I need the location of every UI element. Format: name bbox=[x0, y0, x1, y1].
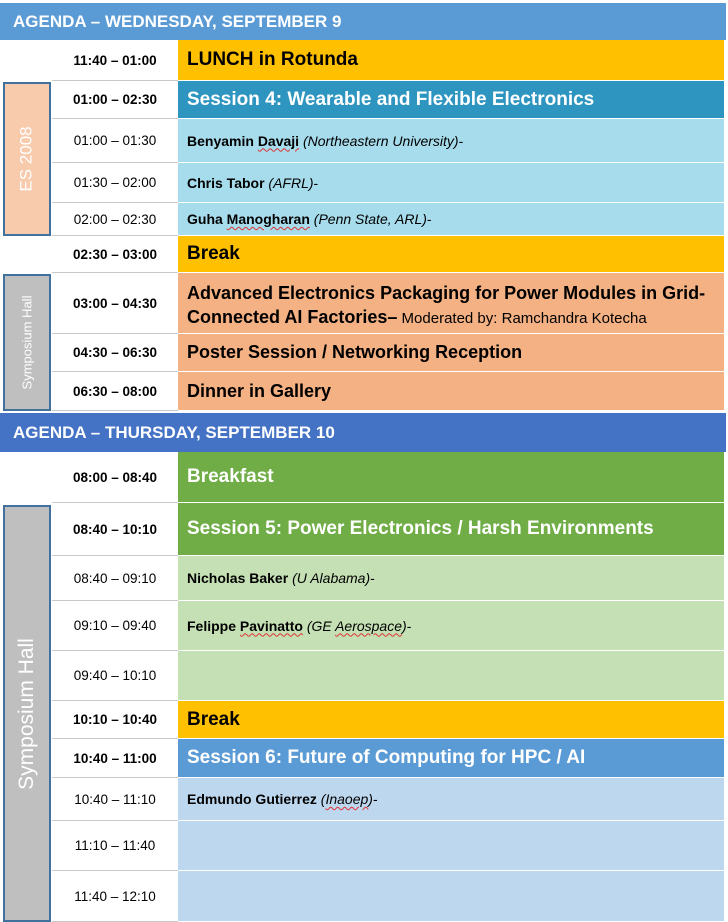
room-label-text: Symposium Hall bbox=[19, 295, 35, 390]
agenda-row bbox=[52, 236, 724, 273]
agenda-row bbox=[52, 334, 724, 372]
time-slot: 01:00 – 01:30 bbox=[52, 119, 178, 163]
agenda-row bbox=[52, 452, 724, 503]
speaker-affiliation: (GE Aerospace) bbox=[306, 617, 407, 634]
agenda-header-thursday: AGENDA – THURSDAY, SEPTEMBER 10 bbox=[0, 413, 726, 452]
agenda-row bbox=[52, 556, 724, 601]
agenda-row bbox=[52, 651, 724, 701]
room-label-symposium-hall bbox=[3, 505, 51, 922]
lunch-title: LUNCH in Rotunda bbox=[178, 40, 724, 81]
poster-session-title: Poster Session / Networking Reception bbox=[178, 334, 724, 372]
speaker-name-part: Davaji bbox=[257, 132, 300, 149]
room-label-text: ES 2008 bbox=[17, 126, 37, 192]
speaker-name: Benyamin Davaji bbox=[187, 132, 300, 149]
time-slot: 03:00 – 04:30 bbox=[52, 273, 178, 334]
dinner-title: Dinner in Gallery bbox=[178, 372, 724, 411]
moderator-text: Moderated by: Ramchandra Kotecha bbox=[397, 310, 647, 327]
time-slot: 02:30 – 03:00 bbox=[52, 236, 178, 273]
agenda-row bbox=[52, 778, 724, 821]
agenda-row bbox=[52, 372, 724, 411]
speaker-name: Nicholas Baker bbox=[187, 570, 289, 586]
speaker-suffix: - bbox=[372, 791, 378, 807]
speaker-name: Guha Manogharan bbox=[187, 211, 310, 227]
agenda-row bbox=[52, 163, 724, 203]
time-slot: 10:40 – 11:10 bbox=[52, 778, 178, 821]
time-slot: 09:40 – 10:10 bbox=[52, 651, 178, 701]
empty-slot bbox=[178, 821, 724, 871]
agenda-row bbox=[52, 81, 724, 119]
time-slot: 01:30 – 02:00 bbox=[52, 163, 178, 203]
speaker-entry bbox=[178, 203, 724, 236]
time-slot: 08:40 – 10:10 bbox=[52, 503, 178, 556]
session-title bbox=[178, 273, 724, 334]
agenda-header-wednesday: AGENDA – WEDNESDAY, SEPTEMBER 9 bbox=[0, 3, 726, 40]
breakfast-title: Breakfast bbox=[178, 452, 724, 503]
speaker-name: Chris Tabor bbox=[187, 174, 265, 191]
speaker-affiliation: (Penn State, ARL) bbox=[313, 211, 427, 227]
speaker-entry bbox=[178, 163, 724, 203]
speaker-name-part: Manogharan bbox=[226, 211, 310, 227]
agenda-row bbox=[52, 739, 724, 778]
empty-slot bbox=[178, 651, 724, 701]
speaker-name: Felippe Pavinatto bbox=[187, 617, 303, 634]
session-title: Session 6: Future of Computing for HPC / AI bbox=[178, 739, 724, 778]
time-slot: 08:00 – 08:40 bbox=[52, 452, 178, 503]
time-slot: 11:40 – 01:00 bbox=[52, 40, 178, 81]
time-slot: 02:00 – 02:30 bbox=[52, 203, 178, 236]
time-slot: 11:40 – 12:10 bbox=[52, 871, 178, 922]
affiliation-part: Aerospace bbox=[335, 617, 403, 634]
agenda-row bbox=[52, 119, 724, 163]
speaker-affiliation: (Inaoep) bbox=[320, 791, 373, 807]
time-slot: 06:30 – 08:00 bbox=[52, 372, 178, 411]
speaker-suffix: - bbox=[426, 211, 432, 227]
agenda-row bbox=[52, 273, 724, 334]
speaker-suffix: - bbox=[458, 132, 464, 149]
time-slot: 04:30 – 06:30 bbox=[52, 334, 178, 372]
affiliation-part: Inaoep bbox=[325, 791, 369, 807]
speaker-affiliation: (AFRL) bbox=[268, 174, 314, 191]
speaker-affiliation: (U Alabama) bbox=[292, 570, 371, 586]
break-title: Break bbox=[178, 236, 724, 273]
room-label-es2008 bbox=[3, 82, 51, 236]
speaker-entry bbox=[178, 556, 724, 601]
break-title: Break bbox=[178, 701, 724, 739]
speaker-suffix: - bbox=[406, 617, 412, 634]
time-slot: 10:40 – 11:00 bbox=[52, 739, 178, 778]
speaker-suffix: - bbox=[370, 570, 375, 586]
speaker-entry bbox=[178, 778, 724, 821]
agenda-row bbox=[52, 203, 724, 236]
agenda-row bbox=[52, 40, 724, 81]
agenda-row bbox=[52, 821, 724, 871]
session-title-text: Advanced Electronics Packaging for Power Modules in Grid-Connected AI Factories– bbox=[187, 283, 706, 327]
time-slot: 10:10 – 10:40 bbox=[52, 701, 178, 739]
speaker-affiliation: (Northeastern University) bbox=[302, 132, 459, 149]
room-label-symposium-hall bbox=[3, 274, 51, 411]
agenda-row bbox=[52, 601, 724, 651]
time-slot: 09:10 – 09:40 bbox=[52, 601, 178, 651]
room-label-text: Symposium Hall bbox=[15, 637, 38, 790]
empty-slot bbox=[178, 871, 724, 922]
speaker-name-part: Pavinatto bbox=[239, 617, 303, 634]
speaker-suffix: - bbox=[313, 174, 319, 191]
agenda-row bbox=[52, 701, 724, 739]
time-slot: 01:00 – 02:30 bbox=[52, 81, 178, 119]
agenda-row bbox=[52, 503, 724, 556]
speaker-entry bbox=[178, 601, 724, 651]
session-title: Session 5: Power Electronics / Harsh Environments bbox=[178, 503, 724, 556]
speaker-entry bbox=[178, 119, 724, 163]
speaker-name: Edmundo Gutierrez bbox=[187, 791, 317, 807]
agenda-row bbox=[52, 871, 724, 922]
time-slot: 08:40 – 09:10 bbox=[52, 556, 178, 601]
session-title: Session 4: Wearable and Flexible Electronics bbox=[178, 81, 724, 119]
time-slot: 11:10 – 11:40 bbox=[52, 821, 178, 871]
